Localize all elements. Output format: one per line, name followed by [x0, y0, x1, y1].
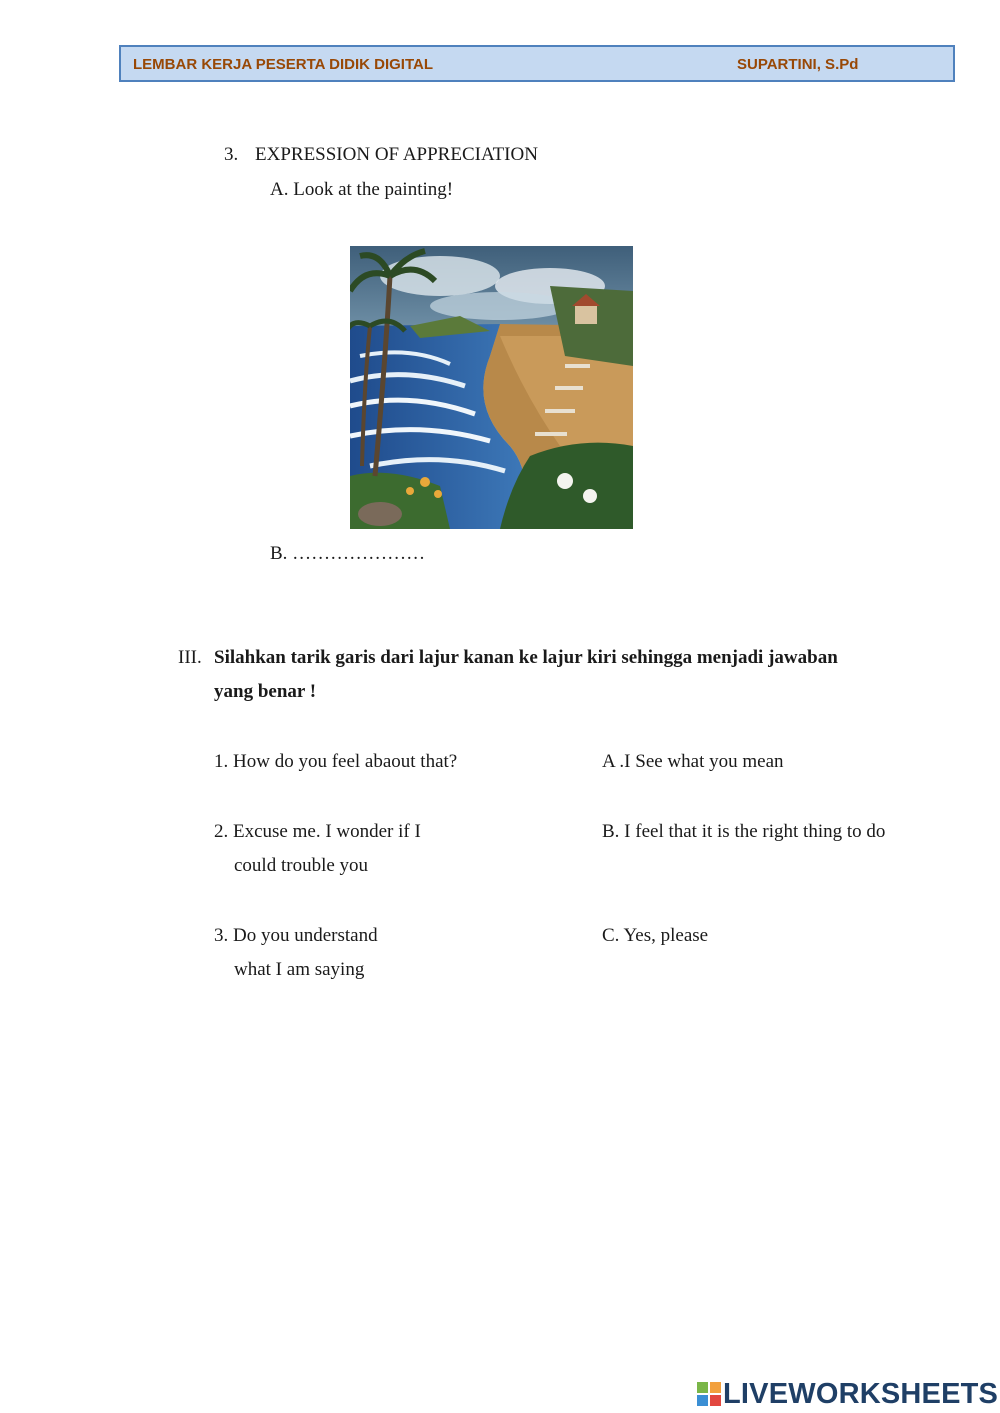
right-item-c: C. Yes, please — [602, 925, 709, 946]
right-item-b: B. I feel that it is the right thing to do — [602, 821, 886, 842]
instruction-line-1: Silahkan tarik garis dari lajur kanan ke lajur kiri sehingga menjadi jawaban — [214, 647, 838, 668]
brand-name: LIVEWORKSHEETS — [723, 1377, 999, 1410]
question-a: A. Look at the painting! — [270, 179, 454, 200]
question-b-blank: B. ………………… — [270, 543, 426, 564]
worksheet-header — [119, 45, 955, 82]
left-item-3-line-2: what I am saying — [234, 959, 365, 980]
header-title: LEMBAR KERJA PESERTA DIDIK DIGITAL — [133, 56, 434, 73]
liveworksheets-icon — [697, 1382, 721, 1406]
section-3-number: 3. — [224, 144, 239, 165]
section-iii-number: III. — [178, 647, 202, 668]
section-3-title: EXPRESSION OF APPRECIATION — [255, 144, 538, 165]
header-author: SUPARTINI, S.Pd — [737, 56, 859, 73]
left-item-3-line-1: 3. Do you understand — [214, 925, 378, 946]
left-item-2-line-2: could trouble you — [234, 855, 369, 876]
right-item-a: A .I See what you mean — [602, 751, 784, 772]
liveworksheets-logo — [697, 1378, 998, 1410]
beach-painting-image — [350, 246, 633, 529]
instruction-line-2: yang benar ! — [214, 681, 317, 702]
left-item-2-line-1: 2. Excuse me. I wonder if I — [214, 821, 421, 842]
left-item-1: 1. How do you feel abaout that? — [214, 751, 458, 772]
